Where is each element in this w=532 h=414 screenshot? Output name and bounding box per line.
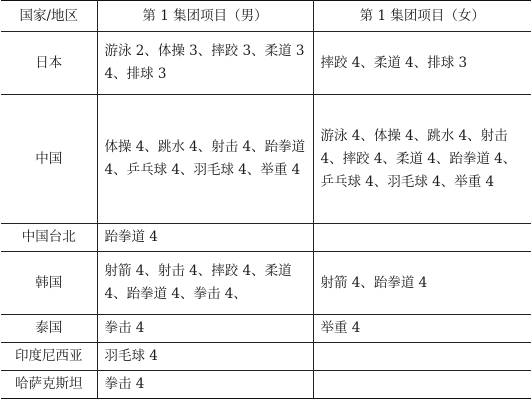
table-row <box>1 371 531 399</box>
header-men: 第 1 集团项目（男） <box>97 1 313 32</box>
country-cell: 韩国 <box>1 252 97 315</box>
country-cell: 泰国 <box>1 315 97 343</box>
men-events-cell: 体操 4、跳水 4、射击 4、跆拳道 4、乒乓球 4、羽毛球 4、举重 4 <box>97 95 313 224</box>
women-events-cell <box>313 343 531 371</box>
table-row <box>1 32 531 95</box>
table-row <box>1 252 531 315</box>
table-row <box>1 343 531 371</box>
table-row <box>1 224 531 252</box>
country-cell: 中国 <box>1 95 97 224</box>
sports-groups-table <box>1 0 531 399</box>
country-cell: 日本 <box>1 32 97 95</box>
men-events-cell: 羽毛球 4 <box>97 343 313 371</box>
women-events-cell: 摔跤 4、柔道 4、排球 3 <box>313 32 531 95</box>
country-cell: 中国台北 <box>1 224 97 252</box>
table-row <box>1 315 531 343</box>
men-events-cell: 游泳 2、体操 3、摔跤 3、柔道 34、排球 3 <box>97 32 313 95</box>
header-row <box>1 1 531 32</box>
men-events-cell: 跆拳道 4 <box>97 224 313 252</box>
header-country: 国家/地区 <box>1 1 97 32</box>
country-cell: 印度尼西亚 <box>1 343 97 371</box>
table-row <box>1 95 531 224</box>
men-events-cell: 射箭 4、射击 4、摔跤 4、柔道 4、跆拳道 4、拳击 4、 <box>97 252 313 315</box>
country-cell: 哈萨克斯坦 <box>1 371 97 399</box>
women-events-cell <box>313 224 531 252</box>
header-women: 第 1 集团项目（女） <box>313 1 531 32</box>
men-events-cell: 拳击 4 <box>97 315 313 343</box>
women-events-cell: 射箭 4、跆拳道 4 <box>313 252 531 315</box>
women-events-cell <box>313 371 531 399</box>
men-events-cell: 拳击 4 <box>97 371 313 399</box>
women-events-cell: 举重 4 <box>313 315 531 343</box>
women-events-cell: 游泳 4、体操 4、跳水 4、射击 4、摔跤 4、柔道 4、跆拳道 4、乒乓球 4、羽毛球 4、举重 4 <box>313 95 531 224</box>
